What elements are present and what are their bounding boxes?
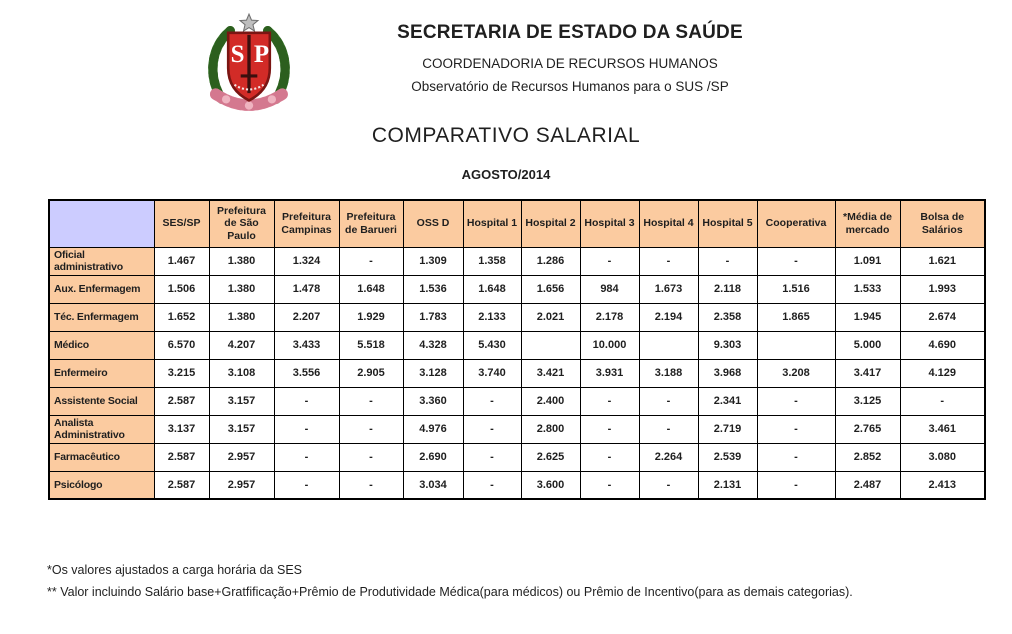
salary-cell: 3.360 bbox=[403, 387, 463, 415]
salary-cell: 3.108 bbox=[209, 359, 274, 387]
org-header bbox=[300, 22, 840, 94]
salary-table bbox=[48, 199, 986, 500]
salary-cell: 3.188 bbox=[639, 359, 698, 387]
salary-cell: 5.000 bbox=[835, 331, 900, 359]
salary-cell: 2.674 bbox=[900, 303, 985, 331]
row-header: Aux. Enfermagem bbox=[49, 275, 154, 303]
column-header: OSS D bbox=[403, 200, 463, 247]
salary-cell: - bbox=[757, 387, 835, 415]
salary-cell: 2.539 bbox=[698, 443, 757, 471]
salary-cell: 5.430 bbox=[463, 331, 521, 359]
salary-cell: 1.929 bbox=[339, 303, 403, 331]
row-header: Médico bbox=[49, 331, 154, 359]
org-subtitle: COORDENADORIA DE RECURSOS HUMANOS bbox=[422, 56, 718, 71]
salary-cell: 1.467 bbox=[154, 247, 209, 275]
salary-cell: 2.413 bbox=[900, 471, 985, 499]
salary-cell: 2.719 bbox=[698, 415, 757, 443]
salary-cell: - bbox=[463, 415, 521, 443]
column-header: Prefeitura de São Paulo bbox=[209, 200, 274, 247]
svg-text:S: S bbox=[230, 40, 245, 68]
salary-cell: 2.400 bbox=[521, 387, 580, 415]
salary-cell bbox=[757, 331, 835, 359]
salary-cell: - bbox=[698, 247, 757, 275]
salary-cell: - bbox=[339, 247, 403, 275]
salary-cell: 984 bbox=[580, 275, 639, 303]
salary-cell: 4.690 bbox=[900, 331, 985, 359]
table-row bbox=[49, 275, 985, 303]
salary-cell: - bbox=[639, 247, 698, 275]
salary-cell: 2.957 bbox=[209, 471, 274, 499]
org-title: SECRETARIA DE ESTADO DA SAÚDE bbox=[397, 22, 743, 43]
salary-cell: 2.133 bbox=[463, 303, 521, 331]
row-header: Enfermeiro bbox=[49, 359, 154, 387]
table-row bbox=[49, 415, 985, 443]
salary-cell: - bbox=[274, 387, 339, 415]
salary-cell: 3.215 bbox=[154, 359, 209, 387]
salary-cell: 1.945 bbox=[835, 303, 900, 331]
salary-cell: 3.208 bbox=[757, 359, 835, 387]
salary-cell: 3.421 bbox=[521, 359, 580, 387]
salary-cell: - bbox=[580, 415, 639, 443]
salary-cell: 1.656 bbox=[521, 275, 580, 303]
salary-cell: 5.518 bbox=[339, 331, 403, 359]
salary-cell: 1.673 bbox=[639, 275, 698, 303]
column-header: Hospital 4 bbox=[639, 200, 698, 247]
salary-cell: 3.137 bbox=[154, 415, 209, 443]
salary-cell: 2.264 bbox=[639, 443, 698, 471]
footnote-2: ** Valor incluindo Salário base+Gratfificação+Prêmio de Produtividade Médica(para médicos) ou Prêmio de Incentivo(para as demais categorias). bbox=[47, 585, 853, 599]
salary-cell: 2.625 bbox=[521, 443, 580, 471]
org-line3: Observatório de Recursos Humanos para o SUS /SP bbox=[411, 79, 729, 94]
salary-cell: - bbox=[580, 443, 639, 471]
salary-cell: 2.587 bbox=[154, 471, 209, 499]
salary-cell: 2.765 bbox=[835, 415, 900, 443]
salary-cell: - bbox=[463, 471, 521, 499]
salary-cell: 4.129 bbox=[900, 359, 985, 387]
table-row bbox=[49, 359, 985, 387]
salary-cell: 3.157 bbox=[209, 415, 274, 443]
salary-cell: 2.587 bbox=[154, 443, 209, 471]
salary-cell: 1.621 bbox=[900, 247, 985, 275]
salary-cell: 3.417 bbox=[835, 359, 900, 387]
page-title: COMPARATIVO SALARIAL bbox=[371, 124, 641, 147]
salary-cell: 1.648 bbox=[339, 275, 403, 303]
salary-cell: 2.178 bbox=[580, 303, 639, 331]
table-row bbox=[49, 387, 985, 415]
salary-cell: - bbox=[580, 247, 639, 275]
salary-cell: 3.080 bbox=[900, 443, 985, 471]
salary-cell: 1.993 bbox=[900, 275, 985, 303]
salary-cell: 3.433 bbox=[274, 331, 339, 359]
salary-cell: 2.487 bbox=[835, 471, 900, 499]
salary-cell: 3.740 bbox=[463, 359, 521, 387]
footnotes bbox=[47, 563, 853, 599]
salary-cell: 2.957 bbox=[209, 443, 274, 471]
salary-cell: 3.968 bbox=[698, 359, 757, 387]
salary-cell: 2.800 bbox=[521, 415, 580, 443]
row-header: Analista Administrativo bbox=[49, 415, 154, 443]
salary-cell: - bbox=[757, 415, 835, 443]
salary-cell: 1.286 bbox=[521, 247, 580, 275]
column-header: Prefeitura Campinas bbox=[274, 200, 339, 247]
salary-cell: 2.587 bbox=[154, 387, 209, 415]
salary-cell: - bbox=[274, 443, 339, 471]
corner-cell bbox=[49, 200, 154, 247]
column-header: SES/SP bbox=[154, 200, 209, 247]
salary-cell: 3.600 bbox=[521, 471, 580, 499]
salary-cell: 1.536 bbox=[403, 275, 463, 303]
table-row bbox=[49, 443, 985, 471]
period-label: AGOSTO/2014 bbox=[461, 167, 551, 182]
salary-table-header-row bbox=[49, 200, 985, 247]
salary-cell: - bbox=[274, 471, 339, 499]
salary-cell: - bbox=[757, 471, 835, 499]
salary-cell: 3.931 bbox=[580, 359, 639, 387]
salary-cell: 1.380 bbox=[209, 247, 274, 275]
column-header: Prefeitura de Barueri bbox=[339, 200, 403, 247]
salary-cell: 9.303 bbox=[698, 331, 757, 359]
salary-cell: - bbox=[339, 471, 403, 499]
row-header: Oficial administrativo bbox=[49, 247, 154, 275]
salary-cell: 1.358 bbox=[463, 247, 521, 275]
salary-cell: - bbox=[757, 443, 835, 471]
salary-cell: 1.533 bbox=[835, 275, 900, 303]
row-header: Farmacêutico bbox=[49, 443, 154, 471]
table-row bbox=[49, 247, 985, 275]
salary-cell: 2.118 bbox=[698, 275, 757, 303]
salary-table-body bbox=[49, 247, 985, 499]
svg-text:P: P bbox=[253, 40, 270, 68]
salary-cell: 4.328 bbox=[403, 331, 463, 359]
salary-cell: 1.516 bbox=[757, 275, 835, 303]
salary-cell: - bbox=[339, 387, 403, 415]
salary-cell: 2.207 bbox=[274, 303, 339, 331]
column-header: *Média de mercado bbox=[835, 200, 900, 247]
column-header: Cooperativa bbox=[757, 200, 835, 247]
salary-cell: - bbox=[580, 387, 639, 415]
salary-cell: - bbox=[274, 415, 339, 443]
salary-cell: - bbox=[463, 387, 521, 415]
salary-cell: 2.194 bbox=[639, 303, 698, 331]
salary-cell: 2.358 bbox=[698, 303, 757, 331]
salary-cell: 2.131 bbox=[698, 471, 757, 499]
salary-cell: 1.091 bbox=[835, 247, 900, 275]
salary-cell: 1.783 bbox=[403, 303, 463, 331]
salary-cell: 3.556 bbox=[274, 359, 339, 387]
salary-cell bbox=[521, 331, 580, 359]
salary-cell: - bbox=[757, 247, 835, 275]
salary-cell: - bbox=[639, 471, 698, 499]
salary-cell: 1.324 bbox=[274, 247, 339, 275]
salary-cell: 1.380 bbox=[209, 303, 274, 331]
column-header: Hospital 1 bbox=[463, 200, 521, 247]
row-header: Assistente Social bbox=[49, 387, 154, 415]
salary-cell: - bbox=[463, 443, 521, 471]
salary-cell bbox=[639, 331, 698, 359]
salary-cell: 1.865 bbox=[757, 303, 835, 331]
salary-cell: 3.034 bbox=[403, 471, 463, 499]
salary-cell: 1.648 bbox=[463, 275, 521, 303]
salary-cell: 4.976 bbox=[403, 415, 463, 443]
salary-cell: 10.000 bbox=[580, 331, 639, 359]
salary-cell: 3.128 bbox=[403, 359, 463, 387]
sp-coat-of-arms-icon bbox=[196, 12, 302, 116]
column-header: Hospital 5 bbox=[698, 200, 757, 247]
salary-cell: 3.157 bbox=[209, 387, 274, 415]
salary-cell: 1.506 bbox=[154, 275, 209, 303]
salary-cell: 2.690 bbox=[403, 443, 463, 471]
salary-cell: 1.478 bbox=[274, 275, 339, 303]
salary-cell: - bbox=[639, 415, 698, 443]
row-header: Psicólogo bbox=[49, 471, 154, 499]
column-header: Hospital 3 bbox=[580, 200, 639, 247]
footnote-1: *Os valores ajustados a carga horária da SES bbox=[47, 563, 302, 577]
salary-cell: - bbox=[339, 415, 403, 443]
column-header: Hospital 2 bbox=[521, 200, 580, 247]
salary-cell: 1.380 bbox=[209, 275, 274, 303]
row-header: Téc. Enfermagem bbox=[49, 303, 154, 331]
salary-cell: 2.852 bbox=[835, 443, 900, 471]
salary-cell: 4.207 bbox=[209, 331, 274, 359]
salary-cell: 3.461 bbox=[900, 415, 985, 443]
salary-cell: 1.652 bbox=[154, 303, 209, 331]
salary-cell: - bbox=[639, 387, 698, 415]
salary-cell: 2.021 bbox=[521, 303, 580, 331]
salary-cell: 3.125 bbox=[835, 387, 900, 415]
table-row bbox=[49, 471, 985, 499]
salary-cell: - bbox=[339, 443, 403, 471]
column-header: Bolsa de Salários bbox=[900, 200, 985, 247]
salary-cell: - bbox=[580, 471, 639, 499]
table-row bbox=[49, 331, 985, 359]
salary-cell: 2.905 bbox=[339, 359, 403, 387]
salary-cell: - bbox=[900, 387, 985, 415]
salary-cell: 2.341 bbox=[698, 387, 757, 415]
table-row bbox=[49, 303, 985, 331]
salary-cell: 6.570 bbox=[154, 331, 209, 359]
salary-cell: 1.309 bbox=[403, 247, 463, 275]
